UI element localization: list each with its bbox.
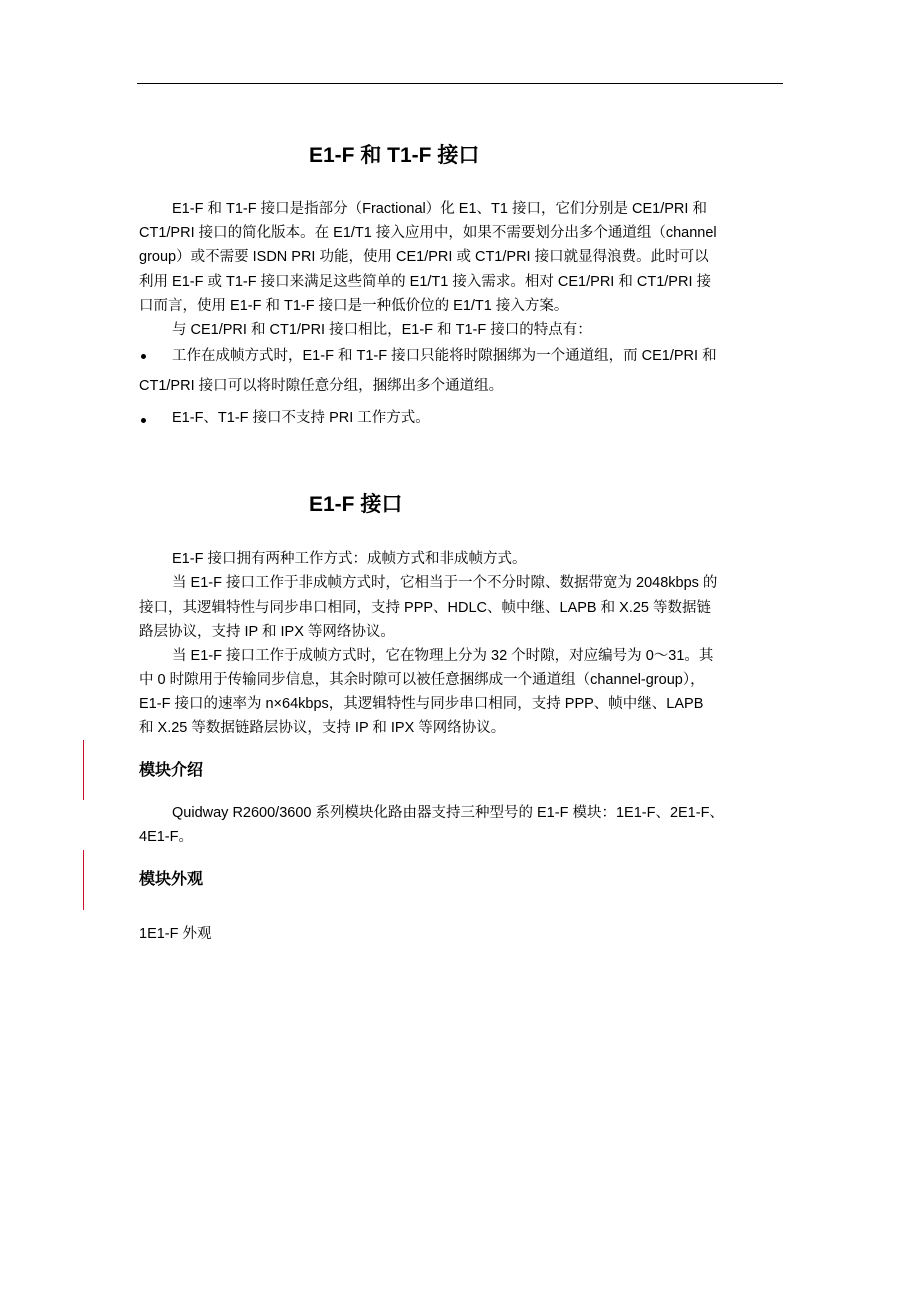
paragraph-line: 中 0 时隙用于传输同步信息，其余时隙可以被任意捆绑成一个通道组（channel-group）， xyxy=(139,672,705,688)
paragraph-line: 和 X.25 等数据链路层协议，支持 IP 和 IPX 等网络协议。 xyxy=(139,720,506,736)
bullet-dot xyxy=(141,354,146,359)
paragraph-line: E1-F 接口的速率为 n×64kbps，其逻辑特性与同步串口相同，支持 PPP、帧中继、LAPB xyxy=(139,696,704,712)
paragraph-line: group）或不需要 ISDN PRI 功能，使用 CE1/PRI 或 CT1/PRI 接口就显得浪费。此时可以 xyxy=(139,249,709,265)
paragraph-line: CT1/PRI 接口的简化版本。在 E1/T1 接入应用中，如果不需要划分出多个通道组（channel xyxy=(139,225,717,241)
paragraph-line: 与 CE1/PRI 和 CT1/PRI 接口相比，E1-F 和 T1-F 接口的特点有： xyxy=(172,322,592,338)
revision-bar xyxy=(83,740,84,800)
paragraph-line: Quidway R2600/3600 系列模块化路由器支持三种型号的 E1-F 模块：1E1-F、2E1-F、 xyxy=(172,805,724,821)
paragraph-line: E1-F 和 T1-F 接口是指部分（Fractional）化 E1、T1 接口，它们分别是 CE1/PRI 和 xyxy=(172,201,707,217)
paragraph-line: 口而言，使用 E1-F 和 T1-F 接口是一种低价位的 E1/T1 接入方案。 xyxy=(139,298,569,314)
heading-e1f-t1f-interface: E1-F 和 T1-F 接口 xyxy=(309,144,480,167)
revision-bar xyxy=(83,850,84,910)
subheading-module-appearance: 模块外观 xyxy=(139,871,204,888)
subheading-module-intro: 模块介绍 xyxy=(139,762,204,779)
paragraph-line: 当 E1-F 接口工作于非成帧方式时，它相当于一个不分时隙、数据带宽为 2048kbps 的 xyxy=(172,575,718,591)
bullet-dot xyxy=(141,418,146,423)
bullet-item-line: CT1/PRI 接口可以将时隙任意分组，捆绑出多个通道组。 xyxy=(139,378,504,394)
heading-e1f-interface: E1-F 接口 xyxy=(309,493,403,516)
paragraph-line: 当 E1-F 接口工作于成帧方式时，它在物理上分为 32 个时隙，对应编号为 0～31。其 xyxy=(172,648,714,664)
header-rule xyxy=(137,83,783,84)
bullet-item-line: E1-F、T1-F 接口不支持 PRI 工作方式。 xyxy=(172,410,430,426)
bullet-item-line: 工作在成帧方式时，E1-F 和 T1-F 接口只能将时隙捆绑为一个通道组，而 CE1/PRI 和 xyxy=(172,348,717,364)
paragraph-line: 路层协议，支持 IP 和 IPX 等网络协议。 xyxy=(139,624,395,640)
paragraph-line: E1-F 接口拥有两种工作方式：成帧方式和非成帧方式。 xyxy=(172,551,527,567)
paragraph-line: 利用 E1-F 或 T1-F 接口来满足这些简单的 E1/T1 接入需求。相对 CE1/PRI 和 CT1/PRI 接 xyxy=(139,274,711,290)
paragraph-line: 4E1-F。 xyxy=(139,829,193,845)
figure-caption: 1E1-F 外观 xyxy=(139,926,212,942)
paragraph-line: 接口，其逻辑特性与同步串口相同，支持 PPP、HDLC、帧中继、LAPB 和 X.25 等数据链 xyxy=(139,600,712,616)
